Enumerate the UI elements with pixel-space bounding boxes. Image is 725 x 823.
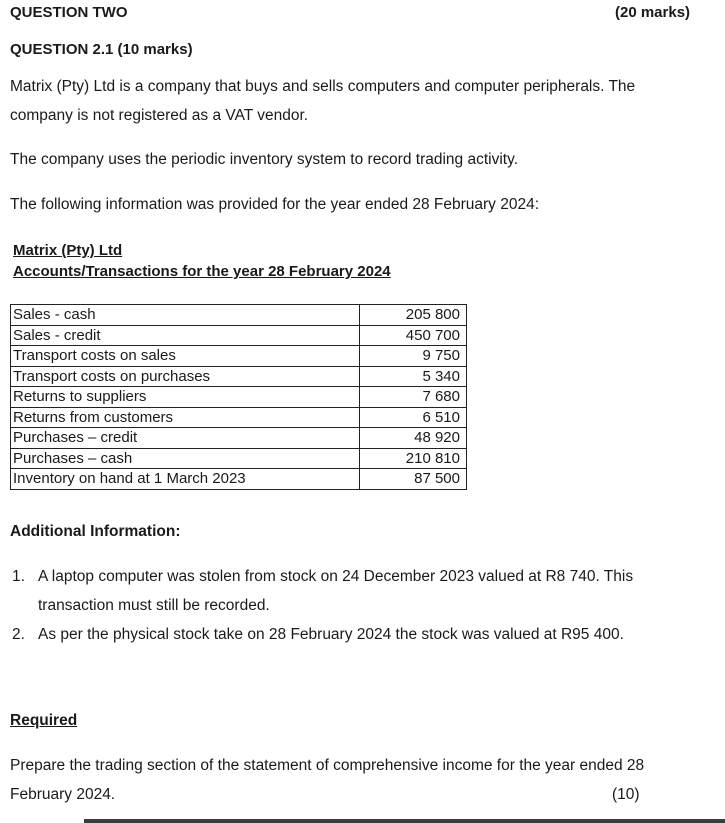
account-label: Sales - cash <box>11 305 360 326</box>
account-label: Returns to suppliers <box>11 387 360 408</box>
account-value: 87 500 <box>360 469 467 490</box>
account-label: Purchases – credit <box>11 428 360 449</box>
subquestion-title: QUESTION 2.1 (10 marks) <box>10 41 193 58</box>
list-item-continuation: transaction must still be recorded. <box>38 597 270 614</box>
intro-line-1: Matrix (Pty) Ltd is a company that buys and sells computers and computer peripherals. The <box>10 78 636 95</box>
account-label: Returns from customers <box>11 407 360 428</box>
transactions-table <box>10 304 467 490</box>
required-title: Required <box>10 712 78 729</box>
account-value: 6 510 <box>360 407 467 428</box>
company-name-heading: Matrix (Pty) Ltd <box>13 242 123 259</box>
table-row <box>11 366 467 387</box>
account-value: 48 920 <box>360 428 467 449</box>
list-item: A laptop computer was stolen from stock on 24 December 2023 valued at R8 740. This <box>38 568 634 585</box>
required-line-1: Prepare the trading section of the statement of comprehensive income for the year ended 28 <box>10 757 645 774</box>
account-value: 5 340 <box>360 366 467 387</box>
account-label: Purchases – cash <box>11 448 360 469</box>
required-marks: (10) <box>612 786 640 803</box>
account-value: 9 750 <box>360 346 467 367</box>
table-row <box>11 428 467 449</box>
bottom-divider <box>84 819 725 823</box>
account-label: Inventory on hand at 1 March 2023 <box>11 469 360 490</box>
required-line-2: February 2024. <box>10 786 116 803</box>
table-row <box>11 448 467 469</box>
intro-line-2: company is not registered as a VAT vendor. <box>10 107 309 124</box>
account-label: Transport costs on purchases <box>11 366 360 387</box>
list-item-number: 1. <box>12 568 25 585</box>
account-value: 7 680 <box>360 387 467 408</box>
question-marks: (20 marks) <box>615 4 691 21</box>
additional-info-title: Additional Information: <box>10 523 181 540</box>
periodic-system-text: The company uses the periodic inventory system to record trading activity. <box>10 151 518 168</box>
table-row <box>11 407 467 428</box>
information-provided-text: The following information was provided for the year ended 28 February 2024: <box>10 196 540 213</box>
list-item-number: 2. <box>12 626 25 643</box>
question-title: QUESTION TWO <box>10 4 128 21</box>
accounts-heading: Accounts/Transactions for the year 28 February 2024 <box>13 263 391 280</box>
account-value: 210 810 <box>360 448 467 469</box>
list-item: As per the physical stock take on 28 February 2024 the stock was valued at R95 400. <box>38 626 624 643</box>
account-value: 205 800 <box>360 305 467 326</box>
table-row <box>11 325 467 346</box>
table-row <box>11 387 467 408</box>
account-value: 450 700 <box>360 325 467 346</box>
table-row <box>11 346 467 367</box>
table-row <box>11 469 467 490</box>
account-label: Transport costs on sales <box>11 346 360 367</box>
account-label: Sales - credit <box>11 325 360 346</box>
table-row <box>11 305 467 326</box>
